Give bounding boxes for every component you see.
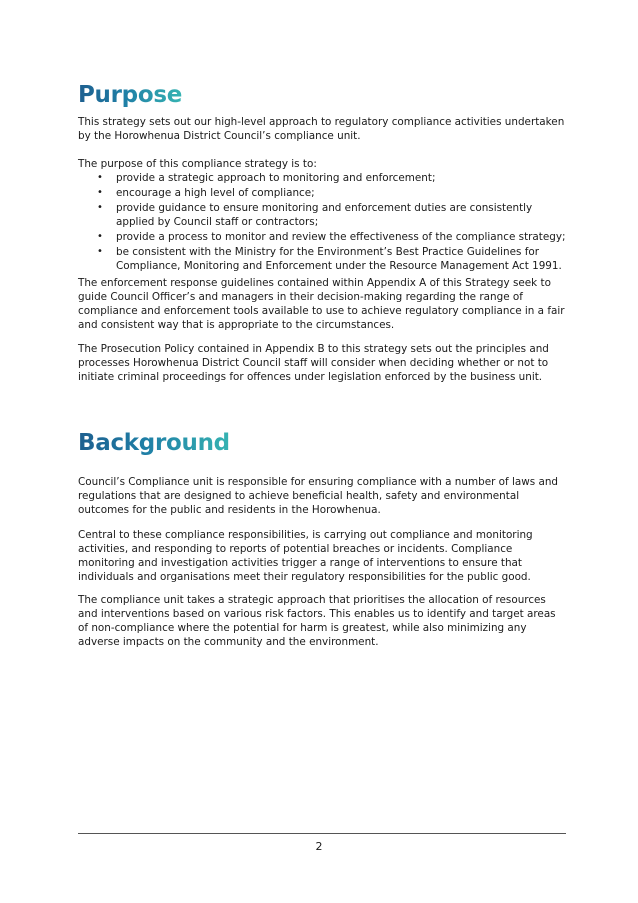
list-item-text: be consistent with the Ministry for the Environment’s Best Practice Guidelines for Compliance, Monitoring and Enforcement under the Resource Management Act 1991.	[116, 246, 562, 272]
background-section	[78, 428, 566, 458]
background-paragraph-2: Central to these compliance responsibilities, is carrying out compliance and monitoring activities, and responding to reports of potential breaches or incidents. Compliance monitoring and investigation activities trigger a range of interventions to ensure that individuals and organisations meet their regulatory responsibilities for the public good.	[78, 529, 533, 583]
list-item-text: provide a strategic approach to monitoring and enforcement;	[116, 172, 436, 184]
list-item	[78, 171, 566, 185]
purpose-bullet-list	[78, 171, 566, 274]
bullet-icon: •	[97, 202, 103, 213]
purpose-list-lead: The purpose of this compliance strategy is to:	[78, 158, 317, 170]
enforcement-paragraph: The enforcement response guidelines contained within Appendix A of this Strategy seek to guide Council Officer’s and managers in their decision-making regarding the range of compliance and enforcement tools available to use to achieve regulatory compliance in a fair and consistent way that is appropriate to the circumstances.	[78, 277, 565, 331]
purpose-heading: Purpose	[78, 82, 183, 108]
list-item-text: provide a process to monitor and review the effectiveness of the compliance strategy;	[116, 231, 566, 243]
bullet-icon: •	[97, 231, 103, 242]
bullet-icon: •	[97, 187, 103, 198]
background-heading: Background	[78, 430, 230, 456]
background-paragraph-3: The compliance unit takes a strategic approach that prioritises the allocation of resources and interventions based on various risk factors. This enables us to identify and target areas of non-compliance where the potential for harm is greatest, while also minimizing any adverse impacts on the community and the environment.	[78, 594, 556, 648]
list-item	[78, 201, 566, 229]
list-item	[78, 186, 566, 200]
bullet-icon: •	[97, 246, 103, 257]
prosecution-paragraph: The Prosecution Policy contained in Appendix B to this strategy sets out the principles and processes Horowhenua District Council staff will consider when deciding whether or not to initiate criminal proceedings for offences under legislation enforced by the business unit.	[78, 343, 549, 383]
purpose-intro: This strategy sets out our high-level approach to regulatory compliance activities undertaken by the Horowhenua District Council’s compliance unit.	[78, 116, 565, 142]
list-item-text: provide guidance to ensure monitoring and enforcement duties are consistently applied by Council staff or contractors;	[116, 202, 533, 228]
footer-divider	[78, 833, 566, 834]
list-item	[78, 230, 566, 244]
purpose-section	[78, 80, 566, 110]
background-paragraph-1: Council’s Compliance unit is responsible for ensuring compliance with a number of laws and regulations that are designed to achieve beneficial health, safety and environmental outcomes for the public and residents in the Horowhenua.	[78, 476, 558, 516]
page-number: 2	[315, 840, 323, 853]
list-item	[78, 245, 566, 273]
list-item-text: encourage a high level of compliance;	[116, 187, 315, 199]
bullet-icon: •	[97, 172, 103, 183]
